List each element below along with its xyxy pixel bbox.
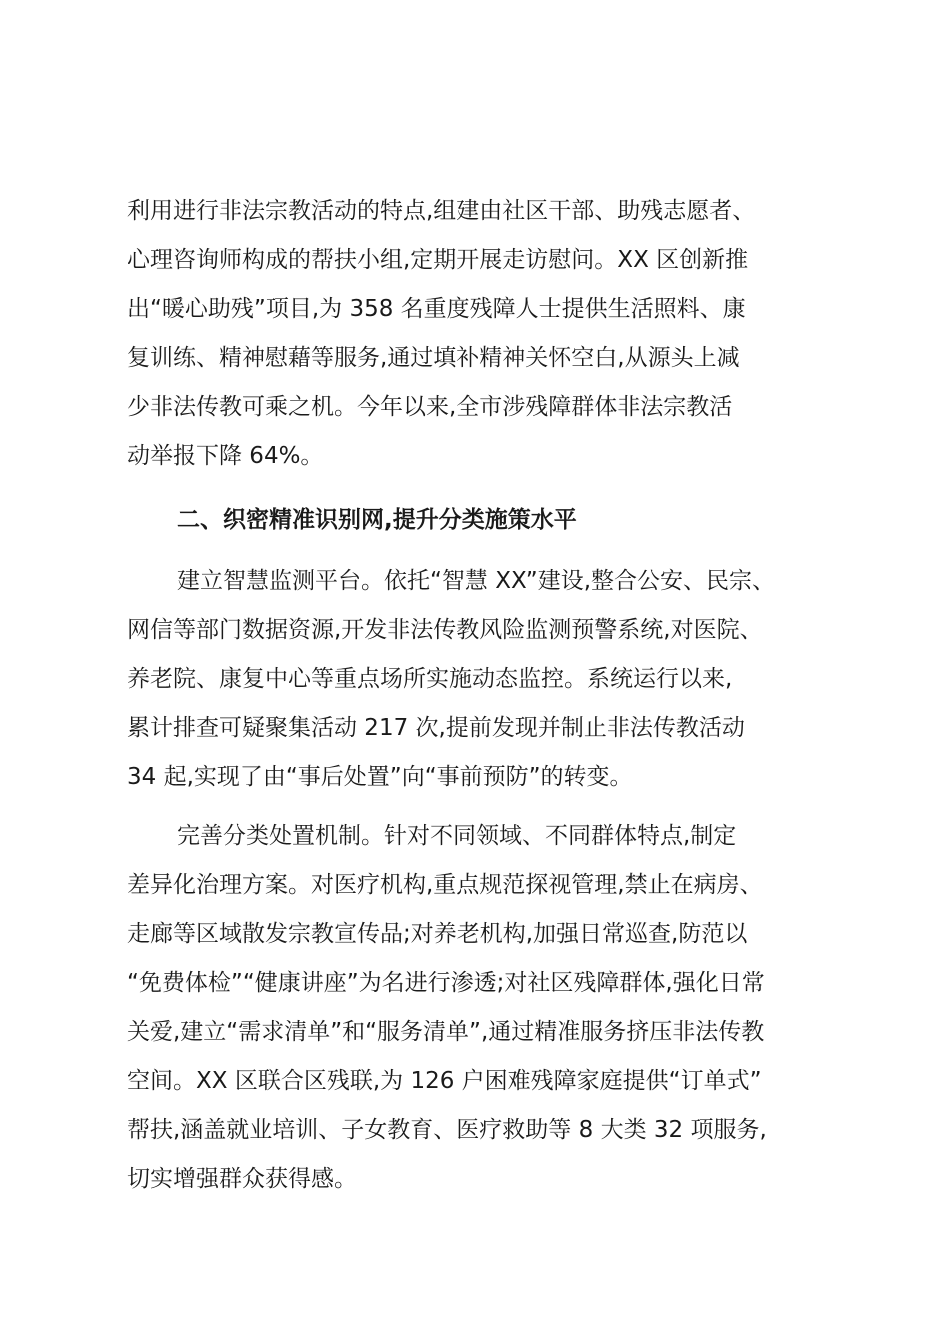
- paragraph-line: 关爱,建立“需求清单”和“服务清单”,通过精准服务挤压非法传教: [127, 1019, 765, 1045]
- paragraph-line: 动举报下降 64%。: [127, 443, 324, 469]
- paragraph-line: 心理咨询师构成的帮扶小组,定期开展走访慰问。XX 区创新推: [127, 247, 749, 273]
- paragraph-line: 空间。XX 区联合区残联,为 126 户困难残障家庭提供“订单式”: [127, 1068, 762, 1094]
- paragraph-line: 累计排查可疑聚集活动 217 次,提前发现并制止非法传教活动: [127, 715, 745, 741]
- paragraph-line: 少非法传教可乘之机。今年以来,全市涉残障群体非法宗教活: [127, 394, 733, 420]
- paragraph-line: 走廊等区域散发宗教宣传品;对养老机构,加强日常巡查,防范以: [127, 921, 748, 947]
- paragraph-line: 养老院、康复中心等重点场所实施动态监控。系统运行以来,: [127, 666, 733, 692]
- paragraph-line: 差异化治理方案。对医疗机构,重点规范探视管理,禁止在病房、: [127, 872, 763, 898]
- paragraph-line: 34 起,实现了由“事后处置”向“事前预防”的转变。: [127, 764, 633, 790]
- paragraph-line: 网信等部门数据资源,开发非法传教风险监测预警系统,对医院、: [127, 617, 763, 643]
- paragraph-line: 复训练、精神慰藉等服务,通过填补精神关怀空白,从源头上减: [127, 345, 740, 371]
- paragraph-line: “免费体检”“健康讲座”为名进行渗透;对社区残障群体,强化日常: [127, 970, 765, 996]
- paragraph-line: 建立智慧监测平台。依托“智慧 XX”建设,整合公安、民宗、: [177, 568, 776, 594]
- paragraph-line: 帮扶,涵盖就业培训、子女教育、医疗救助等 8 大类 32 项服务,: [127, 1117, 767, 1143]
- section-heading: 二、织密精准识别网,提升分类施策水平: [177, 507, 577, 533]
- paragraph-line: 完善分类处置机制。针对不同领域、不同群体特点,制定: [177, 823, 737, 849]
- paragraph-line: 利用进行非法宗教活动的特点,组建由社区干部、助残志愿者、: [127, 198, 756, 224]
- paragraph-line: 出“暖心助残”项目,为 358 名重度残障人士提供生活照料、康: [127, 296, 746, 322]
- paragraph-line: 切实增强群众获得感。: [127, 1166, 357, 1192]
